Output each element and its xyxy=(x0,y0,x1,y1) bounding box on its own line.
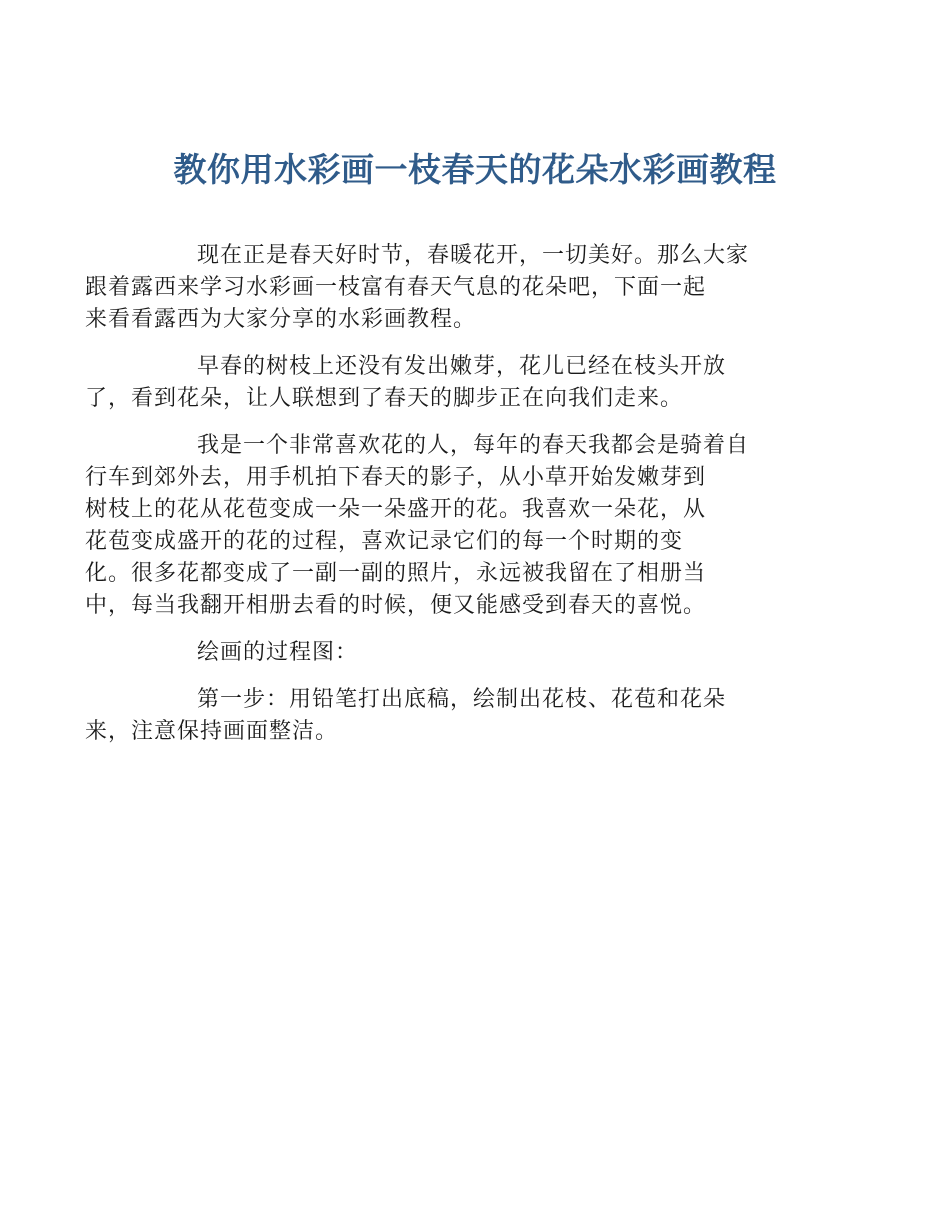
paragraph-line: 我是一个非常喜欢花的人，每年的春天我都会是骑着自 xyxy=(197,433,750,458)
paragraph-early-spring xyxy=(85,351,813,415)
paragraph-line: 现在正是春天好时节，春暖花开，一切美好。那么大家 xyxy=(197,243,750,268)
paragraph-line: 第一步：用铅笔打出底稿，绘制出花枝、花苞和花朵 xyxy=(197,687,727,712)
paragraph-line: 树枝上的花从花苞变成一朵一朵盛开的花。我喜欢一朵花，从 xyxy=(85,497,707,522)
paragraph-intro xyxy=(85,240,813,336)
paragraph-line: 早春的树枝上还没有发出嫩芽，花儿已经在枝头开放 xyxy=(197,354,727,379)
document-title: 教你用水彩画一枝春天的花朵水彩画教程 xyxy=(173,150,777,189)
paragraph-line: 行车到郊外去，用手机拍下春天的影子，从小草开始发嫩芽到 xyxy=(85,465,707,490)
paragraph-line: 跟着露西来学习水彩画一枝富有春天气息的花朵吧，下面一起 xyxy=(85,275,707,300)
paragraph-line: 来看看露西为大家分享的水彩画教程。 xyxy=(85,307,477,332)
paragraph-line: 中，每当我翻开相册去看的时候，便又能感受到春天的喜悦。 xyxy=(85,593,707,618)
paragraph-line: 绘画的过程图： xyxy=(197,640,359,665)
paragraph-step-one xyxy=(85,684,813,748)
paragraph-personal-story xyxy=(85,430,813,622)
paragraph-line: 来，注意保持画面整洁。 xyxy=(85,719,339,744)
paragraph-process-heading xyxy=(141,637,813,669)
paragraph-line: 花苞变成盛开的花的过程，喜欢记录它们的每一个时期的变 xyxy=(85,529,684,554)
paragraph-line: 化。很多花都变成了一副一副的照片，永远被我留在了相册当 xyxy=(85,561,707,586)
paragraph-line: 了，看到花朵，让人联想到了春天的脚步正在向我们走来。 xyxy=(85,386,684,411)
document-body xyxy=(85,240,813,763)
